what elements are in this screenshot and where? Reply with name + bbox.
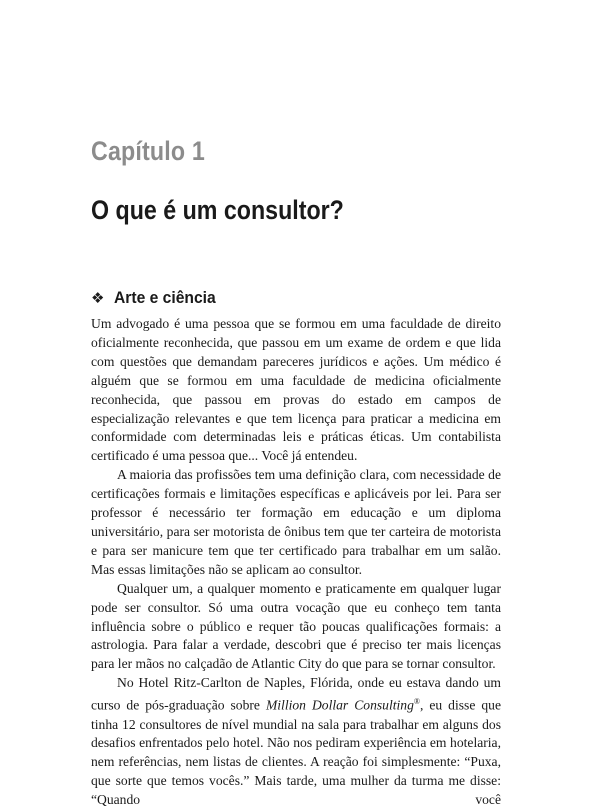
paragraph-4-after: , eu disse que tinha 12 consultores de nível mundial na sala para trabalhar em alguns dos desafios enfrentados pelo hotel. Não nos pediram experiência em hotelaria, nem referências, nem listas de clientes. A reação foi simplesmente: “Puxa, que sorte que temos vocês.” Mais tarde, uma mulher da turma me disse: “Quando você	[91, 697, 501, 808]
diamond-ornament-icon: ❖	[91, 289, 105, 307]
paragraph-3: Qualquer um, a qualquer momento e praticamente em qualquer lugar pode ser consultor. Só uma outra vocação que eu conheço tem tanta influência sobre o público e requer tão poucas qualificações formais: a astrologia. Para falar a verdade, descobri que é preciso ter mais licenças para ler mãos no calçadão de Atlantic City do que para se tornar consultor.	[91, 580, 501, 672]
paragraph-4-before: No Hotel Ritz-Carlton de Naples, Flórida, onde eu estava dando um curso de pós-graduação sobre	[91, 675, 501, 713]
body-text	[91, 315, 501, 810]
chapter-title: O que é um consultor?	[91, 195, 344, 225]
paragraph-1: Um advogado é uma pessoa que se formou em uma faculdade de direito oficialmente reconhecida, que passou em um exame de ordem e que lida com questões que demandam pareceres jurídicos e ações. Um médico é alguém que se formou em uma faculdade de medicina oficialmente reconhecida, que passou em provas do estado em campos de especialização relevantes e que tem licença para praticar a medicina em conformidade com determinadas leis e práticas éticas. Um contabilista certificado é uma pessoa que... Você já entendeu.	[91, 316, 501, 464]
chapter-label: Capítulo 1	[91, 136, 205, 166]
paragraph-4	[91, 674, 501, 810]
paragraph-2: A maioria das profissões tem uma definição clara, com necessidade de certificações formais e limitações específicas e aplicáveis por lei. Para ser professor é necessário ter formação em educação e um diploma universitário, para ser motorista de ônibus tem que ter carteira de motorista e para ser manicure tem que ter certificado para trabalhar em um salão. Mas essas limitações não se aplicam ao consultor.	[91, 467, 501, 577]
section-title: Arte e ciência	[114, 288, 217, 307]
book-title: Million Dollar Consulting	[265, 697, 414, 713]
registered-mark: ®	[413, 697, 420, 707]
section-heading	[91, 287, 225, 309]
